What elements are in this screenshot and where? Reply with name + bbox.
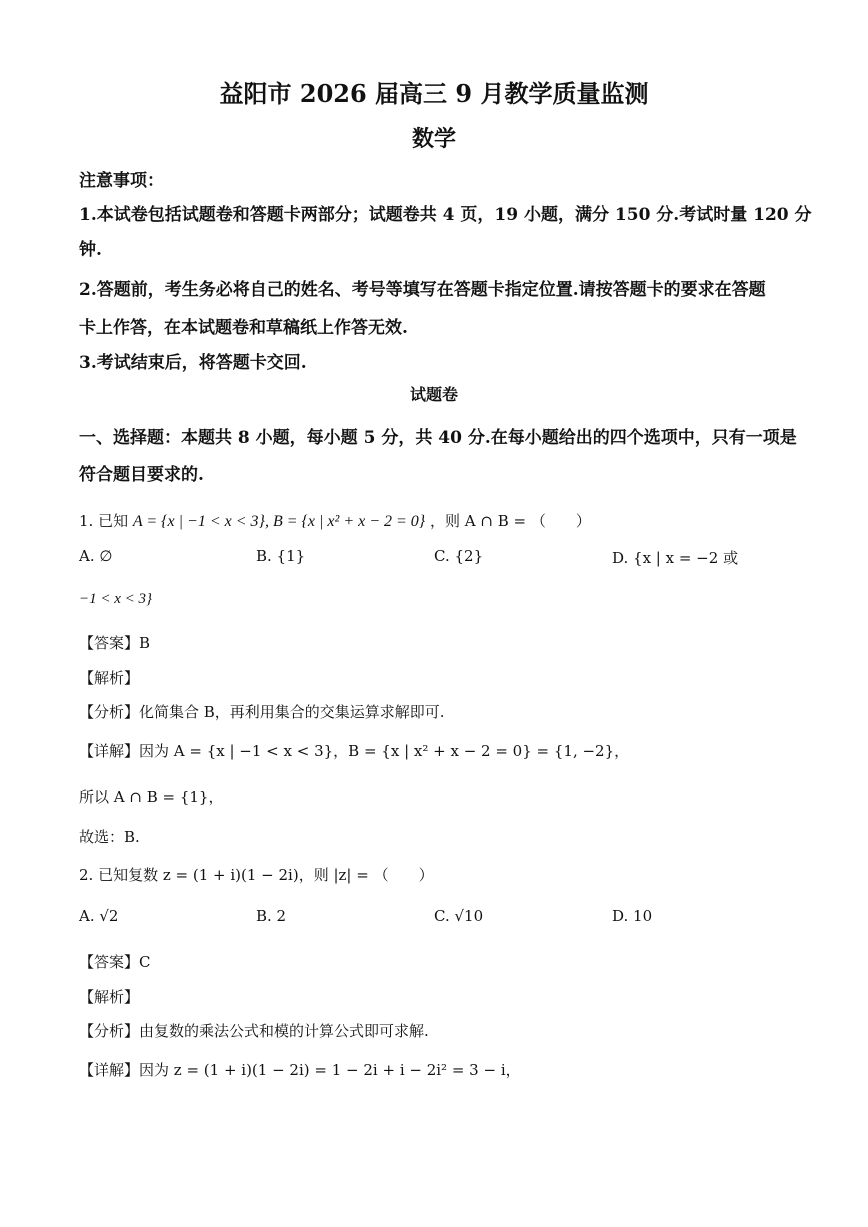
q1-formula: A = {x | −1 < x < 3}, B = {x | x² + x − 2 = 0} (132, 513, 426, 530)
q1-suffix: ，则 A ∩ B = （ ） (429, 512, 591, 530)
notice-item-1-cont: 钟. (79, 240, 102, 260)
notice-item-2-cont: 卡上作答，在本试题卷和草稿纸上作答无效. (79, 318, 408, 338)
q2-fenxi: 【分析】由复数的乘法公式和模的计算公式即可求解. (79, 1022, 429, 1040)
q2-option-a: A. √2 (79, 907, 119, 925)
q1-stem (79, 510, 591, 531)
q2-analysis-label: 【解析】 (79, 988, 140, 1006)
q1-option-d-cont: −1 < x < 3} (79, 591, 153, 607)
part1-instructions-cont: 符合题目要求的. (79, 465, 204, 485)
q1-choose: 故选：B. (79, 828, 140, 846)
q1-option-a: A. ∅ (79, 547, 113, 565)
exam-title: 益阳市 2026 届高三 9 月教学质量监测 (219, 79, 649, 108)
q1-option-c: C. {2} (434, 547, 484, 565)
q1-answer: 【答案】B (79, 634, 151, 652)
notice-item-2: 2.答题前，考生务必将自己的姓名、考号等填写在答题卡指定位置.请按答题卡的要求在答题 (79, 280, 766, 300)
q1-detail: 【详解】因为 A = {x | −1 < x < 3}，B = {x | x² + x − 2 = 0} = {1, −2}， (79, 742, 630, 760)
q1-so: 所以 A ∩ B = {1}， (79, 788, 224, 806)
notice-item-3: 3.考试结束后，将答题卡交回. (79, 353, 307, 373)
q2-option-c: C. √10 (434, 907, 484, 925)
q1-option-d: D. {x | x = −2 或 (612, 549, 739, 567)
q1-option-b: B. {1} (256, 547, 306, 565)
section-label: 试题卷 (409, 385, 458, 404)
q1-fenxi: 【分析】化简集合 B，再利用集合的交集运算求解即可. (79, 703, 445, 721)
q2-detail: 【详解】因为 z = (1 + i)(1 − 2i) = 1 − 2i + i − 2i² = 3 − i， (79, 1061, 521, 1079)
q2-stem: 2. 已知复数 z = (1 + i)(1 − 2i)，则 |z| = （ ） (79, 866, 434, 884)
part1-instructions: 一、选择题：本题共 8 小题，每小题 5 分，共 40 分.在每小题给出的四个选项中，只有一项是 (79, 428, 797, 448)
q2-option-d: D. 10 (612, 907, 653, 925)
subject-title: 数学 (411, 126, 456, 152)
notice-heading: 注意事项： (79, 171, 164, 191)
q2-option-b: B. 2 (256, 907, 287, 925)
q2-answer: 【答案】C (79, 953, 151, 971)
q1-prefix: 1. 已知 (79, 512, 129, 530)
notice-item-1: 1.本试卷包括试题卷和答题卡两部分；试题卷共 4 页，19 小题，满分 150 分.考试时量 120 分 (79, 205, 812, 225)
q1-analysis-label: 【解析】 (79, 669, 140, 687)
